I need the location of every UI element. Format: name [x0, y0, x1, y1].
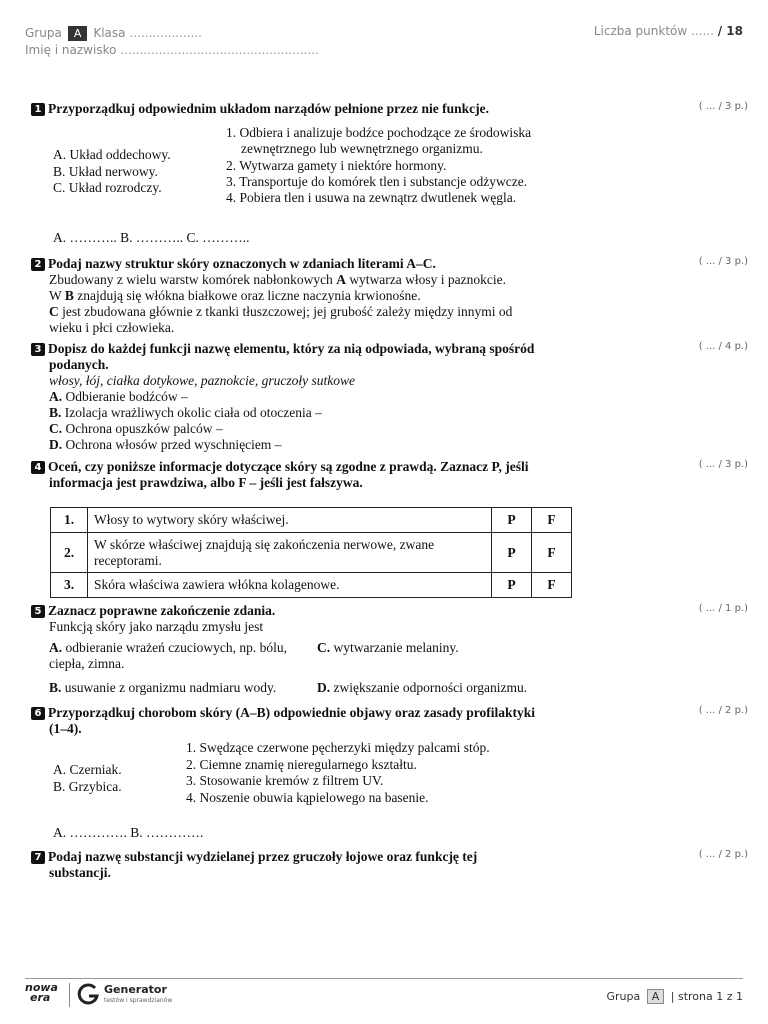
true-option[interactable]: P: [492, 533, 532, 573]
points-q5: ( ... / 1 p.): [698, 603, 748, 614]
statement: Skóra właściwa zawiera włókna kolagenowe.: [88, 573, 492, 598]
points-q7: ( ... / 2 p.): [698, 849, 748, 860]
question-7: [31, 849, 691, 881]
true-false-table: [50, 507, 572, 598]
question-number: 6: [31, 707, 45, 720]
generator-g-icon: [77, 982, 101, 1006]
true-option[interactable]: P: [492, 508, 532, 533]
name-label: Imię i nazwisko: [25, 43, 117, 57]
points-q3: ( ... / 4 p.): [698, 341, 748, 352]
question-title: Przyporządkuj odpowiednim układom narządów pełnione przez nie funkcje.: [48, 101, 490, 116]
function-1-cont: zewnętrznego lub wewnętrznego organizmu.: [241, 141, 483, 157]
points-q6: ( ... / 2 p.): [698, 705, 748, 716]
sentence-b: W B znajdują się włókna białkowe oraz liczne naczynia krwionośne.: [49, 288, 421, 303]
points-q4: ( ... / 3 p.): [698, 459, 748, 470]
page-info: [606, 989, 743, 1004]
function-3: 3. Transportuje do komórek tlen i substancje odżywcze.: [226, 173, 528, 189]
page-header: [25, 24, 743, 58]
false-option[interactable]: F: [532, 508, 572, 533]
question-title: Podaj nazwy struktur skóry oznaczonych w zdaniach literami A–C.: [48, 256, 436, 271]
row-number: 2.: [51, 533, 88, 573]
question-title-cont: (1–4).: [49, 721, 82, 736]
q3-item-b: B. Izolacja wrażliwych okolic ciała od otoczenia –: [49, 405, 322, 420]
q1-answer-line[interactable]: A. ……….. B. ……….. C. ………..: [53, 230, 250, 245]
q2-sentences: [31, 272, 691, 336]
footer-group-label: Grupa: [606, 990, 641, 1003]
question-title: Przyporządkuj chorobom skóry (A–B) odpowiednie objawy oraz zasady profilaktyki: [48, 705, 536, 720]
item-3: 3. Stosowanie kremów z filtrem UV.: [186, 773, 384, 788]
answer-d[interactable]: D. zwiększanie odporności organizmu.: [317, 680, 528, 695]
logo-divider: [69, 983, 70, 1007]
question-number: 4: [31, 461, 45, 474]
table-row: [51, 573, 572, 598]
item-1: 1. Swędzące czerwone pęcherzyki między palcami stóp.: [186, 740, 490, 755]
question-title-cont: substancji.: [49, 865, 111, 880]
question-number: 1: [31, 103, 45, 116]
option-b: B. Układ nerwowy.: [53, 163, 158, 179]
question-number: 7: [31, 851, 45, 864]
question-title-cont: podanych.: [49, 357, 109, 372]
points-q2: ( ... / 3 p.): [698, 256, 748, 267]
option-c: C. Układ rozrodczy.: [53, 180, 162, 195]
statement: Włosy to wytwory skóry właściwej.: [88, 508, 492, 533]
sentence-c: C jest zbudowana głównie z tkanki tłuszczowej; jej grubość zależy między innymi od: [49, 304, 513, 319]
question-title: Oceń, czy poniższe informacje dotyczące skóry są zgodne z prawdą. Zaznacz P, jeśli: [48, 459, 529, 474]
score-box: [594, 24, 743, 38]
question-3: [31, 341, 691, 453]
q3-item-a: A. Odbieranie bodźców –: [49, 389, 188, 404]
class-field[interactable]: ...................: [129, 26, 202, 40]
answer-c[interactable]: C. wytwarzanie melaniny.: [317, 640, 459, 655]
question-number: 5: [31, 605, 45, 618]
word-bank: włosy, łój, ciałka dotykowe, paznokcie, gruczoły sutkowe: [49, 373, 355, 388]
q6-answer-line[interactable]: A. …………. B. ………….: [53, 825, 204, 840]
sentence-a: Zbudowany z wielu warstw komórek nabłonkowych A wytwarza włosy i paznokcie.: [49, 272, 507, 287]
nowa-era-logo: nowa era: [25, 981, 58, 1004]
item-4: 4. Noszenie obuwia kąpielowego na basenie.: [186, 789, 429, 805]
table-row: [51, 508, 572, 533]
function-4: 4. Pobiera tlen i usuwa na zewnątrz dwutlenek węgla.: [226, 190, 517, 206]
page-footer: nowa era Generator testów i sprawdzianów Grupa A | strona 1 z 1: [25, 978, 743, 1019]
q1-options-right: [226, 125, 531, 206]
q6-options-right: [186, 740, 490, 806]
name-field[interactable]: ....................................................: [120, 43, 319, 57]
question-4: [31, 459, 691, 491]
name-line: [25, 42, 743, 58]
statement: W skórze właściwej znajdują się zakończenia nerwowe, zwane receptorami.: [88, 533, 492, 573]
question-title-cont: informacja jest prawdziwa, albo F – jeśli jest fałszywa.: [49, 475, 363, 490]
q6-options-left: [53, 762, 122, 795]
page-number: | strona 1 z 1: [670, 990, 743, 1003]
q3-item-d: D. Ochrona włosów przed wyschnięciem –: [49, 437, 282, 452]
table-row: [51, 533, 572, 573]
row-number: 3.: [51, 573, 88, 598]
question-number: 3: [31, 343, 45, 356]
score-max: / 18: [717, 24, 743, 38]
function-1: 1. Odbiera i analizuje bodźce pochodzące ze środowiska: [226, 125, 532, 140]
question-6: [31, 705, 691, 737]
disease-a: A. Czerniak.: [53, 762, 122, 777]
q3-item-c: C. Ochrona opuszków palców –: [49, 421, 223, 436]
score-label: Liczba punktów: [593, 24, 688, 38]
option-a: A. Układ oddechowy.: [53, 147, 171, 162]
answer-a[interactable]: A. odbieranie wrażeń czuciowych, np. bólu, ciepła, zimna.: [49, 640, 288, 671]
question-number: 2: [31, 258, 45, 271]
function-2: 2. Wytwarza gamety i niektóre hormony.: [226, 157, 447, 173]
class-label: Klasa: [93, 26, 126, 40]
group-badge: A: [68, 26, 88, 41]
answer-b[interactable]: B. usuwanie z organizmu nadmiaru wody.: [49, 680, 277, 695]
question-title: Dopisz do każdej funkcji nazwę elementu, który za nią odpowiada, wybraną spośród: [48, 341, 535, 356]
row-number: 1.: [51, 508, 88, 533]
footer-group-badge: A: [647, 989, 665, 1004]
sentence-c-cont: wieku i płci człowieka.: [49, 320, 175, 335]
disease-b: B. Grzybica.: [53, 778, 122, 794]
question-5: [31, 603, 691, 635]
false-option[interactable]: F: [532, 533, 572, 573]
false-option[interactable]: F: [532, 573, 572, 598]
question-stem: Funkcją skóry jako narządu zmysłu jest: [49, 619, 264, 634]
question-1: [31, 101, 691, 117]
question-title: Podaj nazwę substancji wydzielanej przez gruczoły łojowe oraz funkcję tej: [48, 849, 478, 864]
true-option[interactable]: P: [492, 573, 532, 598]
question-2: [31, 256, 691, 336]
points-q1: ( ... / 3 p.): [698, 101, 748, 112]
score-field[interactable]: ......: [691, 24, 714, 38]
group-label: Grupa: [25, 26, 62, 40]
question-title: Zaznacz poprawne zakończenie zdania.: [48, 603, 276, 618]
q1-options-left: [53, 147, 171, 197]
item-2: 2. Ciemne znamię nieregularnego kształtu.: [186, 756, 417, 772]
